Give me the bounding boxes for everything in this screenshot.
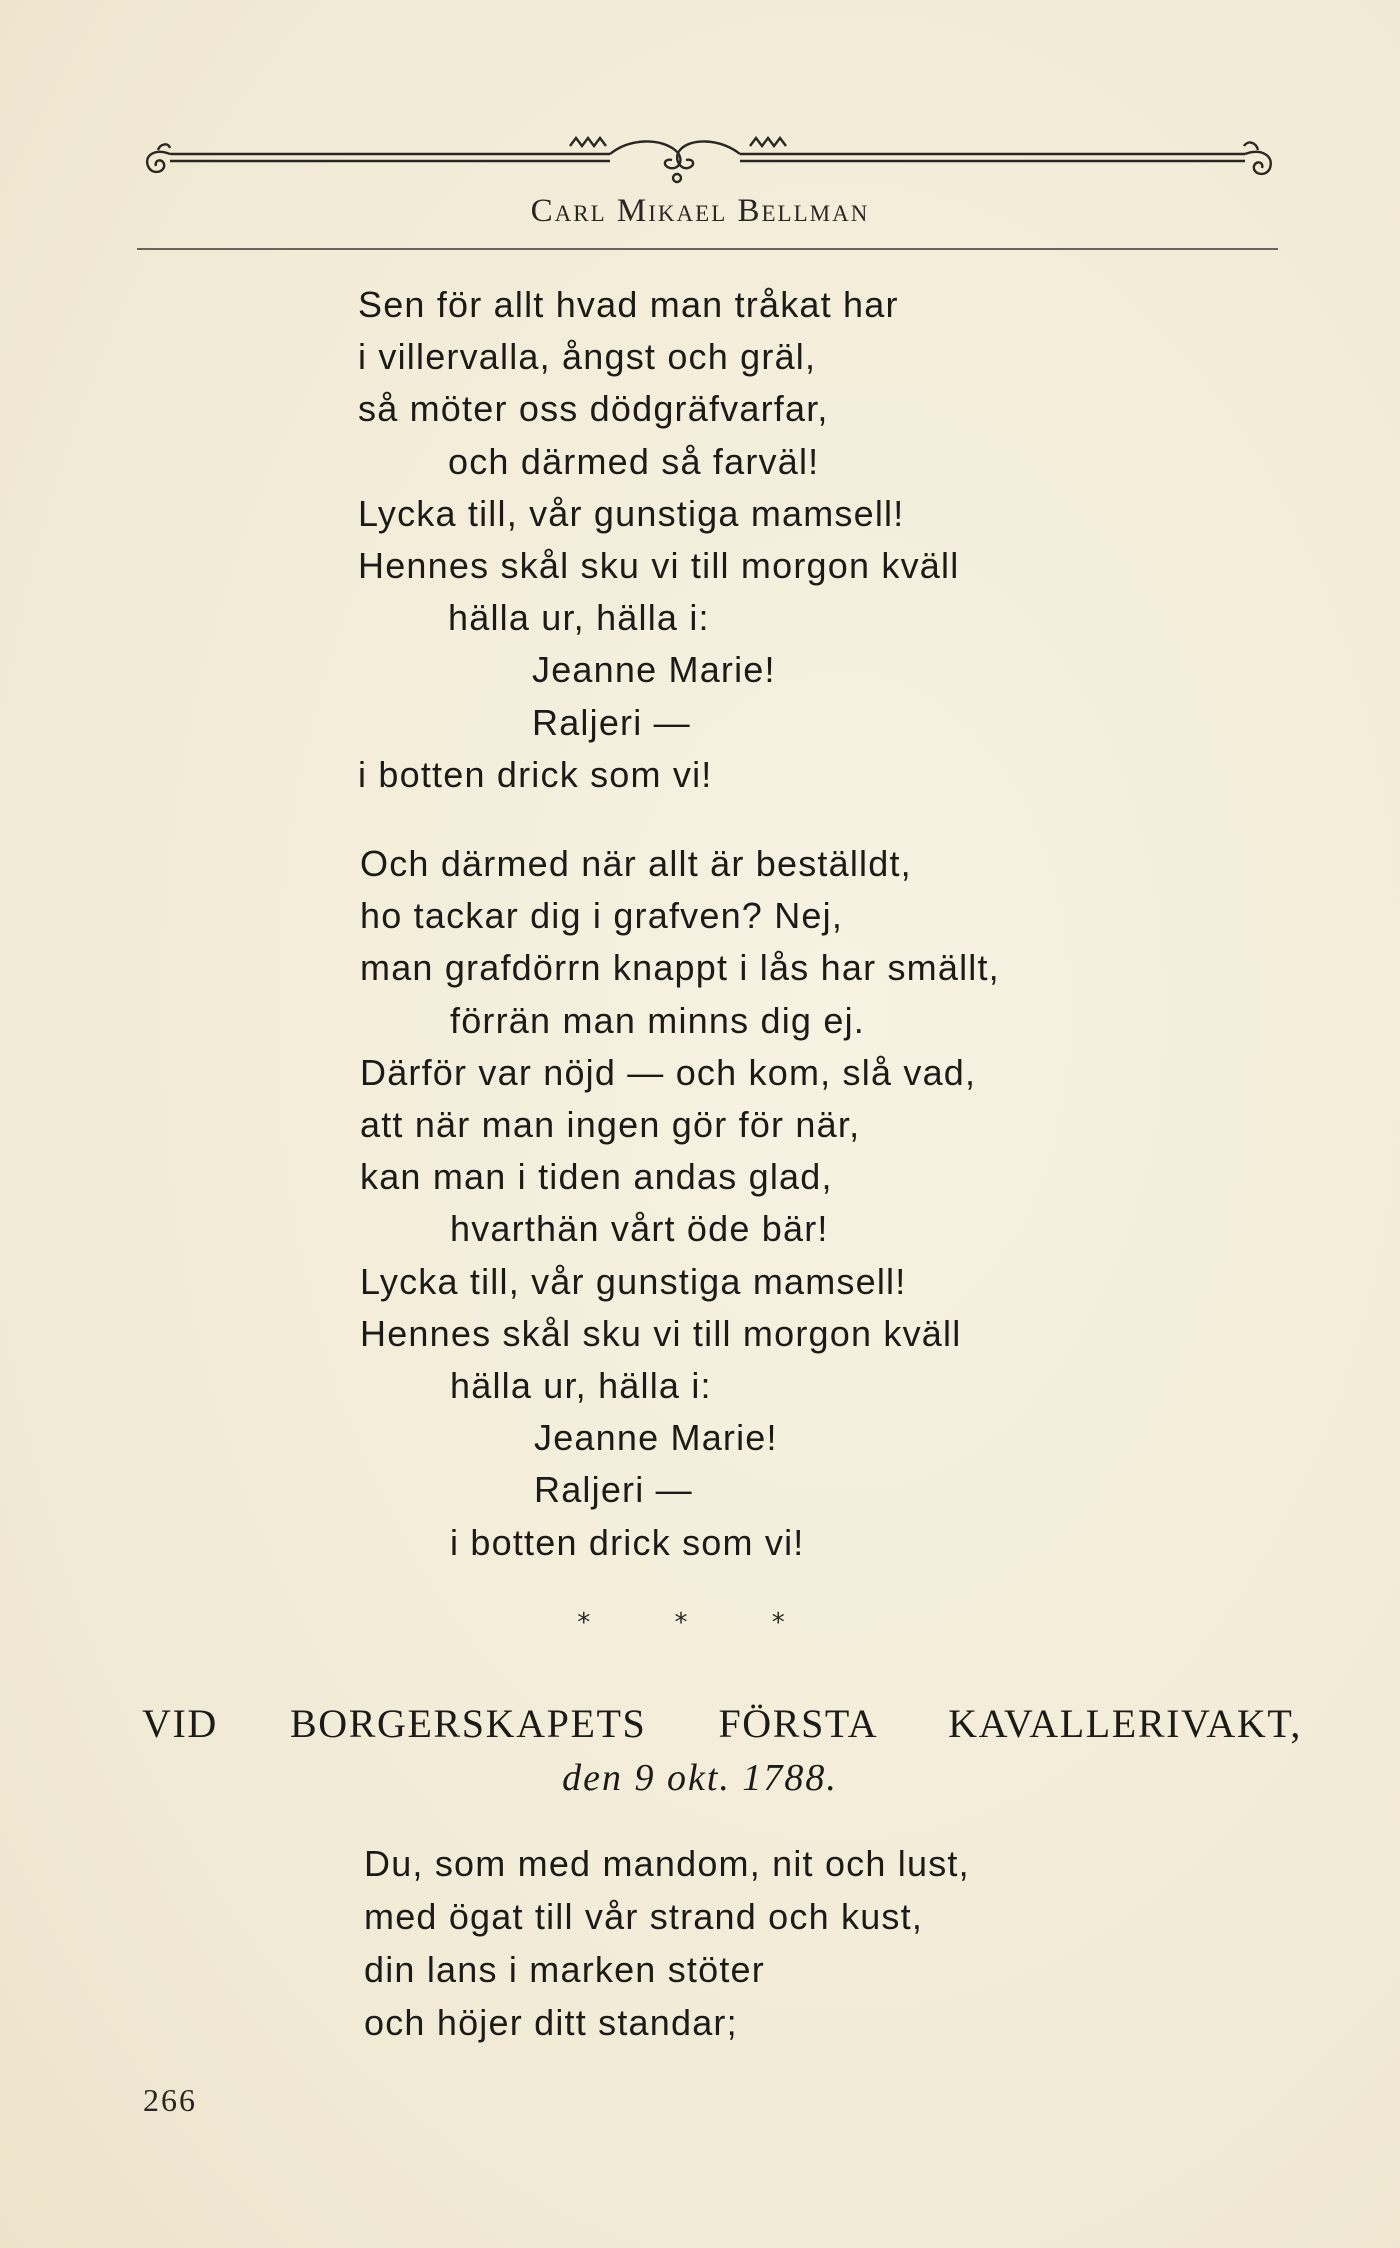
verse-line: kan man i tiden andas glad, [360,1156,833,1198]
verse-line: hälla ur, hälla i: [450,1365,712,1406]
verse-line: i botten drick som vi! [450,1521,805,1563]
verse-line: Och därmed när allt är beställdt, [360,843,912,884]
poem-date: den 9 okt. 1788. [562,1757,838,1799]
verse-line: och höjer ditt standar; [364,2002,738,2043]
verse-line: i villervalla, ångst och gräl, [358,336,817,378]
running-head: Carl Mikael Bellman [530,193,870,229]
verse-line: Lycka till, vår gunstiga mamsell! [360,1260,907,1302]
verse-line: Hennes skål sku vi till morgon kväll [360,1312,962,1354]
verse-line: Jeanne Marie! [534,1417,778,1459]
verse-line: med ögat till vår strand och kust, [364,1896,924,1937]
verse-line: Hennes skål sku vi till morgon kväll [358,545,960,586]
verse-line: att när man ingen gör för när, [360,1104,861,1145]
header-divider [137,248,1278,250]
verse-line: Jeanne Marie! [532,649,776,691]
verse-line: hälla ur, hälla i: [448,597,710,639]
verse-line: och därmed så farväl! [448,440,820,482]
verse-line: hvarthän vårt öde bär! [450,1208,829,1250]
section-separator: * * * [577,1608,823,1638]
verse-line: förrän man minns dig ej. [450,999,865,1041]
page-number: 266 [143,2082,197,2118]
ornamental-header-rule [140,128,1280,188]
poem-title: VID BORGERSKAPETS FÖRSTA KAVALLERIVAKT, [142,1701,1302,1746]
verse-line: i botten drick som vi! [358,753,713,795]
verse-line: Raljeri — [532,701,691,743]
verse-line: Därför var nöjd — och kom, slå vad, [360,1051,977,1093]
verse-line: din lans i marken stöter [364,1949,765,1990]
verse-line: Sen för allt hvad man tråkat har [358,284,899,325]
verse-line: Raljeri — [534,1469,693,1511]
verse-line: så möter oss dödgräfvarfar, [358,388,829,430]
verse-line: Du, som med mandom, nit och lust, [364,1843,970,1884]
verse-line: man grafdörrn knappt i lås har smällt, [360,947,1000,989]
verse-line: Lycka till, vår gunstiga mamsell! [358,492,905,534]
verse-line: ho tackar dig i grafven? Nej, [360,895,844,937]
